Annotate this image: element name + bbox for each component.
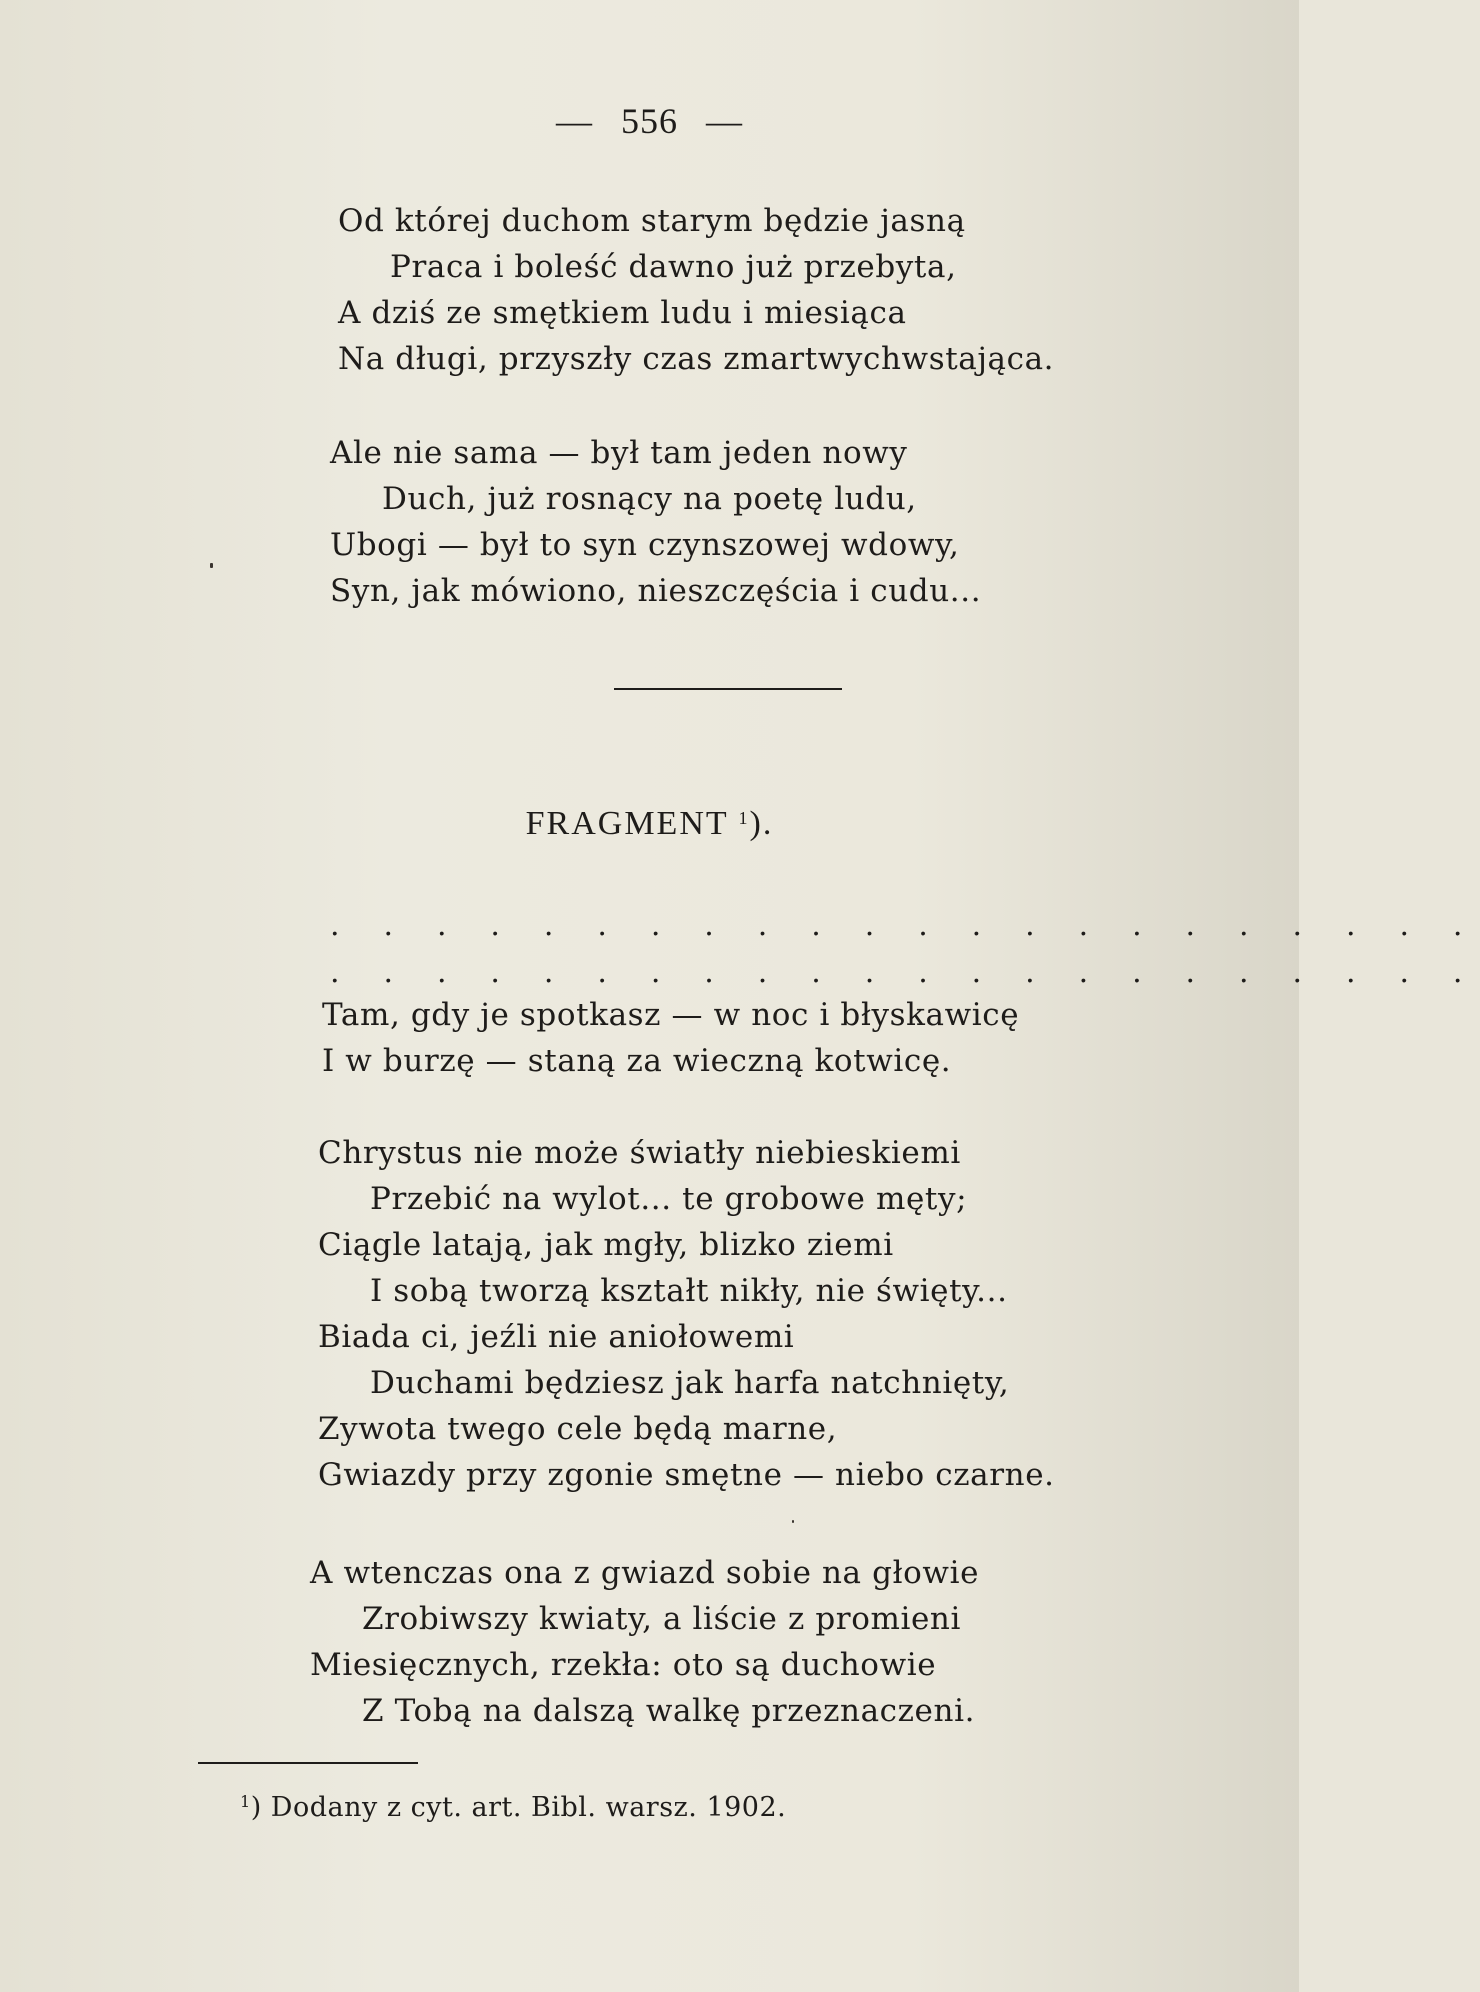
verse-line: Na długi, przyszły czas zmartwychwstająca. — [338, 341, 1055, 377]
verse-line: Ubogi — był to syn czynszowej wdowy, — [330, 527, 960, 563]
footnote — [240, 1792, 786, 1823]
page-number — [0, 100, 1299, 142]
verse-line: Zrobiwszy kwiaty, a liście z promieni — [362, 1601, 961, 1637]
stanza-2 — [330, 430, 981, 614]
verse-line: Miesięcznych, rzekła: oto są duchowie — [310, 1647, 937, 1683]
verse-line: I sobą tworzą kształt nikły, nie święty... — [370, 1273, 1008, 1309]
footnote-text: ) Dodany z cyt. art. Bibl. warsz. 1902. — [250, 1792, 787, 1823]
heading-title: FRAGMENT — [525, 805, 729, 842]
verse-line: Biada ci, jeźli nie aniołowemi — [318, 1319, 795, 1355]
verse-line: Chrystus nie może światły niebieskiemi — [318, 1135, 961, 1171]
stanza-5 — [310, 1550, 979, 1734]
verse-line: I w burzę — staną za wieczną kotwicę. — [322, 1043, 952, 1079]
heading-footnote-mark: 1 — [738, 808, 750, 828]
verse-line: Syn, jak mówiono, nieszczęścia i cudu... — [330, 573, 982, 609]
section-divider — [614, 688, 842, 690]
heading-suffix: ). — [749, 805, 774, 842]
verse-line: Gwiazdy przy zgonie smętne — niebo czarne. — [318, 1457, 1055, 1493]
verse-line: Praca i boleść dawno już przebyta, — [390, 249, 957, 285]
page-number-value: 556 — [621, 101, 678, 141]
verse-line: Zywota twego cele będą marne, — [318, 1411, 838, 1447]
page-number-dash-right: — — [706, 101, 743, 141]
verse-line: Ale nie sama — był tam jeden nowy — [330, 435, 908, 471]
verse-line: Duchami będziesz jak harfa natchnięty, — [370, 1365, 1010, 1401]
ellipsis-row: . . . . . . . . . . . . . . . . . . . . . . — [330, 908, 1480, 943]
stanza-3 — [322, 992, 1019, 1084]
section-heading — [0, 805, 1299, 843]
footnote-divider — [198, 1762, 418, 1764]
verse-line: Tam, gdy je spotkasz — w noc i błyskawicę — [322, 997, 1020, 1033]
stanza-4 — [318, 1130, 1055, 1498]
verse-line: A wtenczas ona z gwiazd sobie na głowie — [310, 1555, 980, 1591]
verse-line: Z Tobą na dalszą walkę przeznaczeni. — [362, 1693, 976, 1729]
stanza-1 — [338, 198, 1054, 382]
verse-line: A dziś ze smętkiem ludu i miesiąca — [338, 295, 907, 331]
footnote-mark: 1 — [240, 1792, 251, 1811]
print-speck — [210, 563, 213, 568]
verse-line: Duch, już rosnący na poetę ludu, — [382, 481, 917, 517]
print-speck — [792, 1520, 794, 1523]
verse-line: Od której duchom starym będzie jasną — [338, 203, 966, 239]
ellipsis-row: . . . . . . . . . . . . . . . . . . . . . . — [330, 955, 1480, 990]
verse-line: Przebić na wylot... te grobowe męty; — [370, 1181, 968, 1217]
page-number-dash-left: — — [556, 101, 593, 141]
verse-line: Ciągle latają, jak mgły, blizko ziemi — [318, 1227, 894, 1263]
